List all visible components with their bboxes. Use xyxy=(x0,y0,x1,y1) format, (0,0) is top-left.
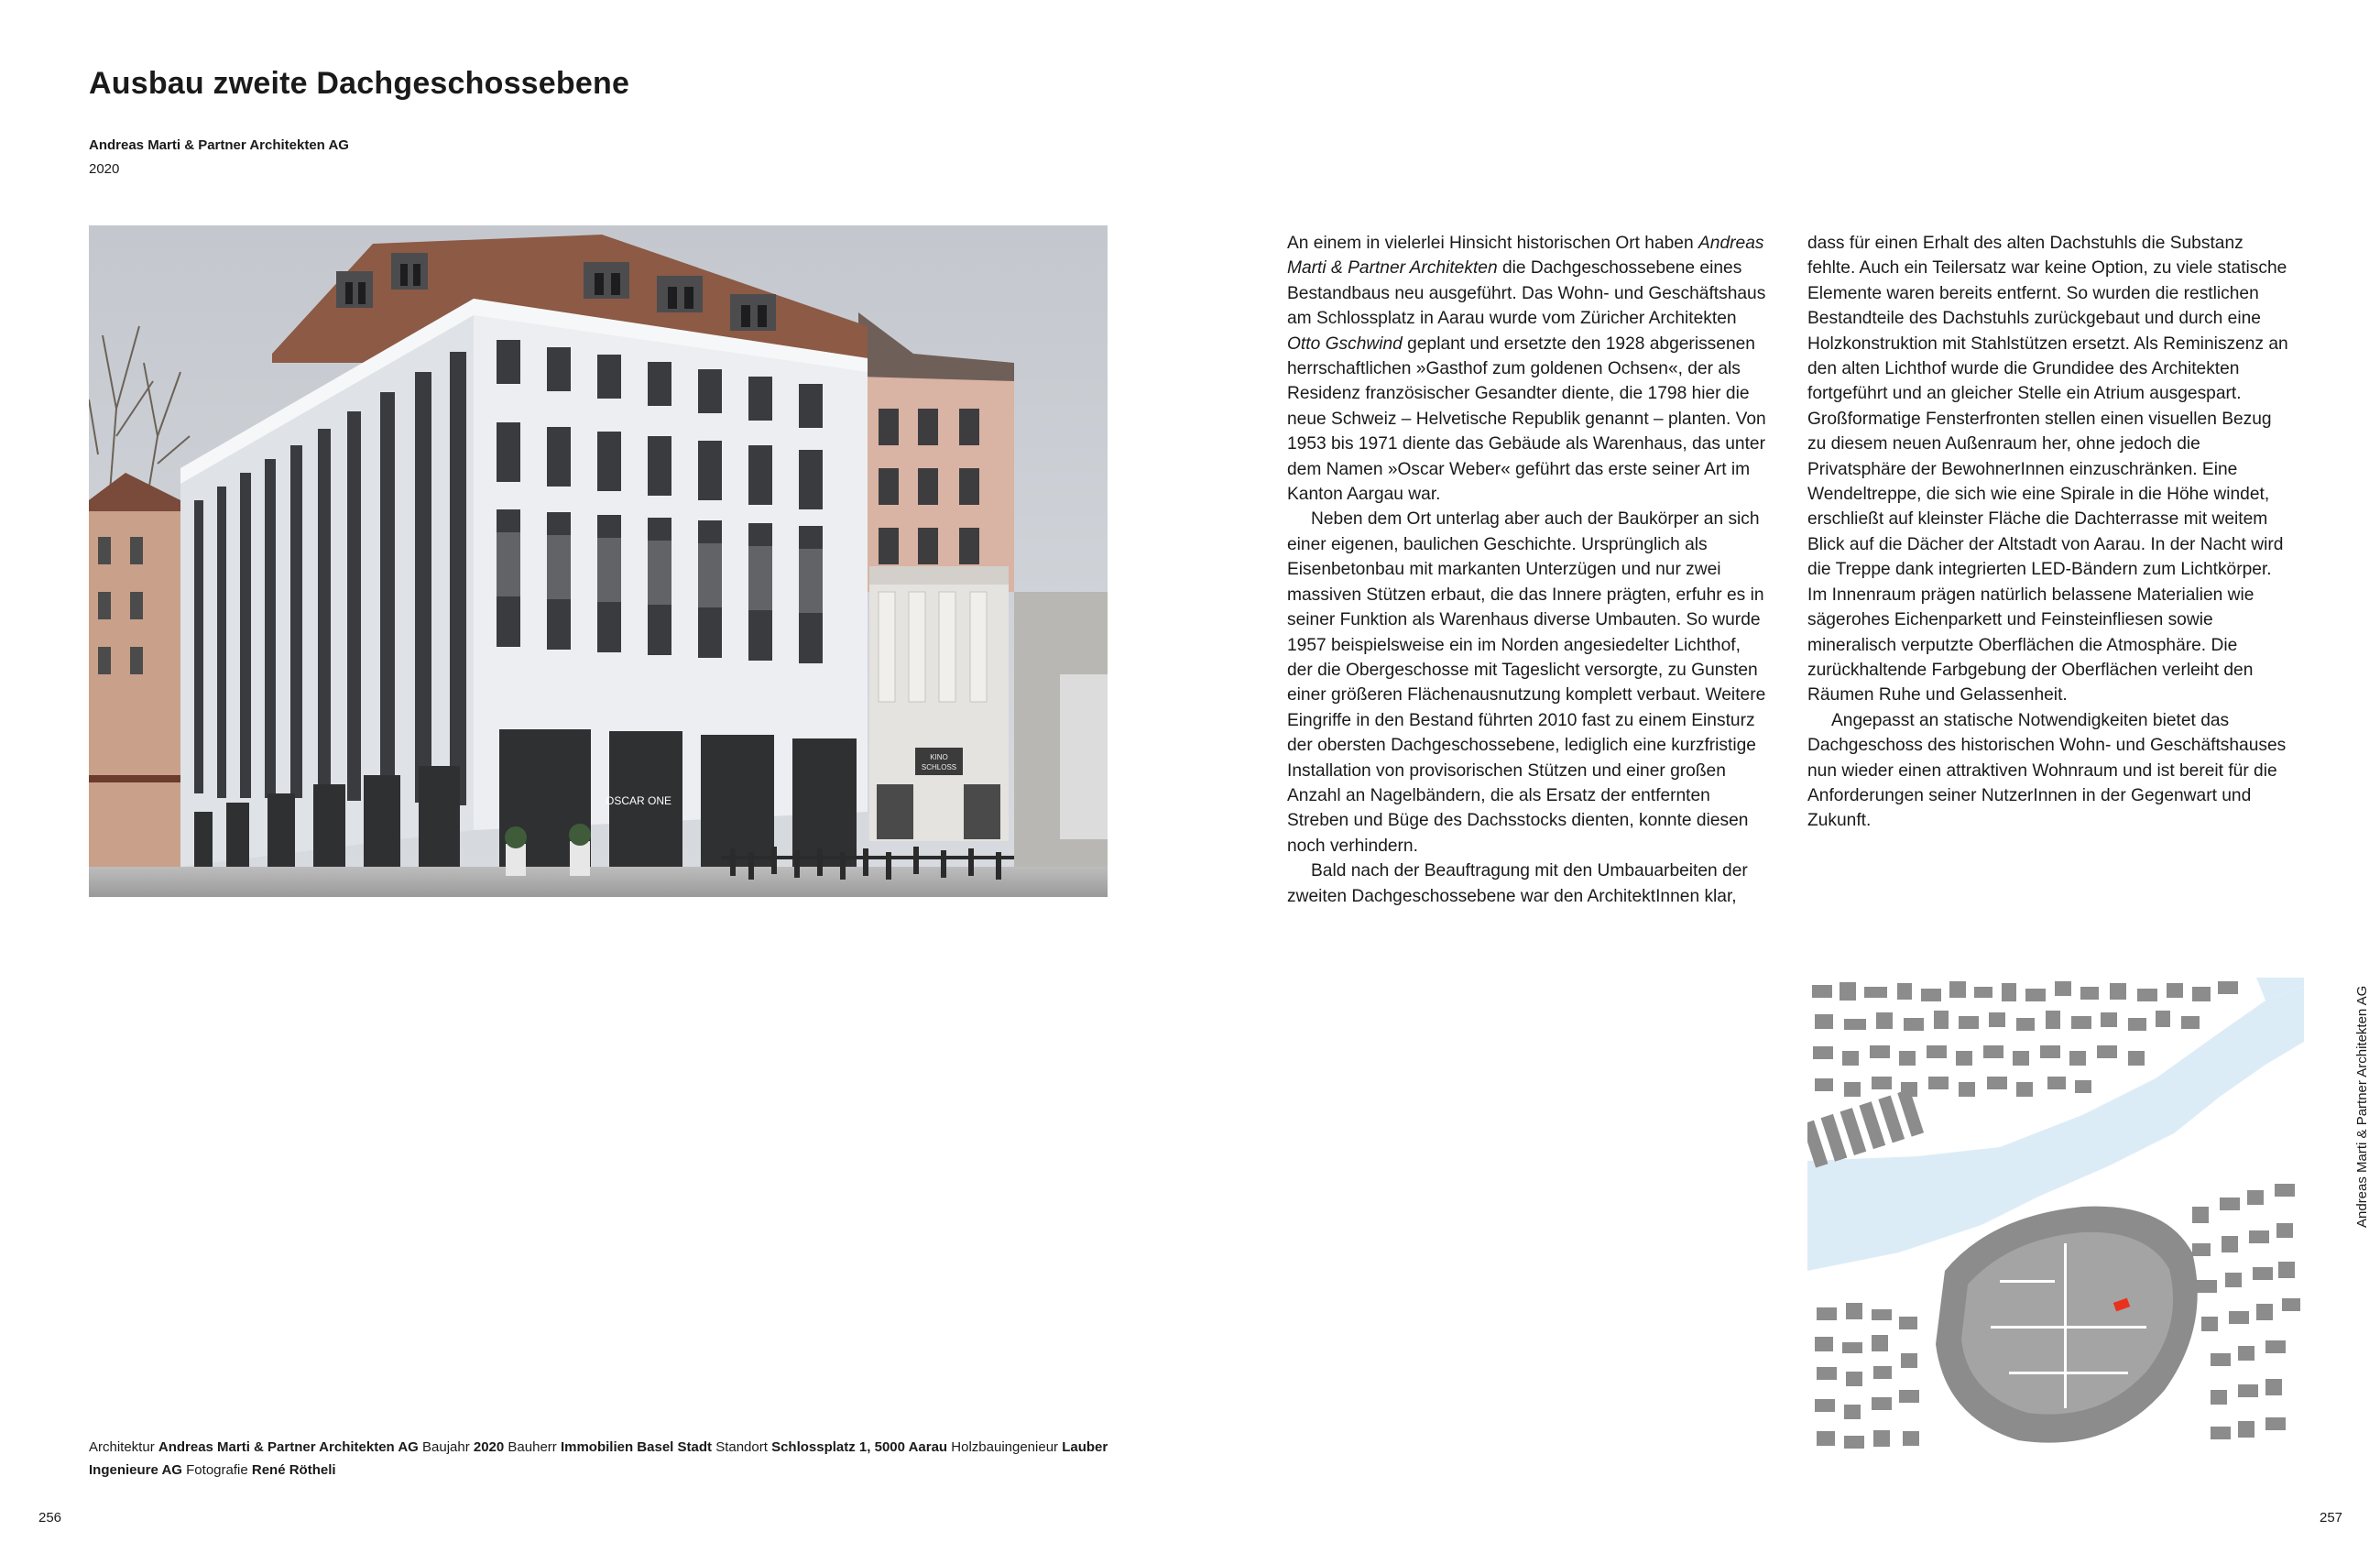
building-photo xyxy=(89,225,1108,897)
project-credits xyxy=(89,1436,1124,1482)
credit-value: René Rötheli xyxy=(251,1462,336,1478)
credit-label: Standort xyxy=(715,1439,772,1455)
credit-label: Bauherr xyxy=(508,1439,561,1455)
page-title: Ausbau zweite Dachgeschossebene xyxy=(89,66,630,101)
paragraph: An einem in vielerlei Hinsicht historischen Ort haben Andreas Marti & Partner Architekten die Dachgeschossebene eines Bestandbaus neu ausgeführt. Das Wohn- und Geschäftshaus am Schlossplatz in Aarau wurde vom Züricher Architekten Otto Gschwind geplant und ersetzte den 1928 abgerissenen herrschaftlichen »Gasthof zum goldenen Ochsen«, der als Residenz französischer Gesandter diente, die 1798 hier die neue Schweiz – Helvetische Republik genannt – planten. Von 1953 bis 1971 diente das Gebäude als Warenhaus, das unter dem Namen »Oscar Weber« geführt das erste seiner Art im Kanton Aargau war. xyxy=(1287,234,1766,505)
body-text-column-2 xyxy=(1807,231,2288,834)
credit-value: Immobilien Basel Stadt xyxy=(560,1439,713,1455)
credit-value: Andreas Marti & Partner Architekten AG xyxy=(158,1439,419,1455)
kino-sign-line2: SCHLOSS xyxy=(921,763,957,771)
credit-value: Lauber Ingenieure AG xyxy=(89,1439,1108,1478)
credit-value: Schlossplatz 1, 5000 Aarau xyxy=(771,1439,948,1455)
page-number-right: 257 xyxy=(2320,1510,2343,1526)
pavement xyxy=(89,867,1108,897)
credit-label: Architektur xyxy=(89,1439,158,1455)
architect-name: Andreas Marti & Partner Architekten AG xyxy=(89,137,349,153)
paragraph: Neben dem Ort unterlag aber auch der Baukörper an sich einer eigenen, baulichen Geschichte. Ursprünglich als Eisenbetonbau mit markanten Unterzügen und nur zwei massiven Stützen erbaut, die das Innere prägten, erfuhr es in seiner Funktion als Warenhaus diverse Umbauten. So wurde 1957 beispielsweise ein im Norden angesiedelter Lichthof, der die Obergeschosse mit Tageslicht versorgte, zu Gunsten einer größeren Flächenausnutzung komplett verbaut. Weitere Eingriffe in den Bestand führten 2010 fast zu einem Einsturz der obersten Dachgeschossebene, lediglich eine kurzfristige Installation von provisorischen Stützen und einer großen Anzahl an Nagelbändern, die als Ersatz der entfernten Streben und Büge des Dachsstocks dienten, konnte diesen noch verhindern. xyxy=(1287,509,1766,856)
page-number-left: 256 xyxy=(38,1510,62,1526)
credit-label: Fotografie xyxy=(186,1462,252,1478)
credit-label: Holzbauingenieur xyxy=(951,1439,1063,1455)
credit-label: Baujahr xyxy=(422,1439,474,1455)
oscar-one-sign: OSCAR ONE xyxy=(605,794,672,807)
site-plan-map xyxy=(1807,978,2304,1472)
paragraph: Bald nach der Beauftragung mit den Umbauarbeiten der zweiten Dachgeschossebene war den ArchitektInnen klar, xyxy=(1287,861,1748,906)
paragraph: Angepasst an statische Notwendigkeiten bietet das Dachgeschoss des historischen Wohn- und Geschäftshauses nun wieder einen attraktiven Wohnraum und ist bereit für die Anforderungen seiner NutzerInnen in der Gegenwart und Zukunft. xyxy=(1807,710,2287,831)
credit-value: 2020 xyxy=(473,1439,505,1455)
project-year: 2020 xyxy=(89,161,120,177)
kino-sign-line1: KINO xyxy=(930,753,948,761)
paragraph: dass für einen Erhalt des alten Dachstuhls die Substanz fehlte. Auch ein Teilersatz war keine Option, zu viele statische Elemente waren bereits entfernt. So wurden die restlichen Bestandteile des Dachstuhls zurückgebaut und durch eine Holzkonstruktion mit Stahlstützen ersetzt. Als Reminiszenz an den alten Lichthof wurde die Grundidee des Architekten fortgeführt und an gleicher Stelle ein Atrium ausgespart. Großformatige Fensterfronten stellen einen visuellen Bezug zu diesem neuen Außenraum her, ohne jedoch die Privatsphäre der BewohnerInnen einzuschränken. Eine Wendeltreppe, die sich wie eine Spirale in die Höhe windet, erschließt auf kleinster Fläche die Dachterrasse mit weitem Blick auf die Dächer der Altstadt von Aarau. In der Nacht wird die Treppe dank integrierten LED-Bändern zum Lichtkörper. Im Innenraum prägen natürlich belassene Materialien wie sägerohes Eichenparkett und Feinsteinfliesen sowie mineralisch verputzte Oberflächen die Atmosphäre. Die zurückhaltende Farbgebung der Oberflächen verleiht den Räumen Ruhe und Gelassenheit. xyxy=(1807,234,2288,705)
body-text-column-1 xyxy=(1287,231,1768,909)
left-house xyxy=(89,473,180,897)
side-running-head: Andreas Marti & Partner Architekten AG xyxy=(2354,985,2370,1228)
